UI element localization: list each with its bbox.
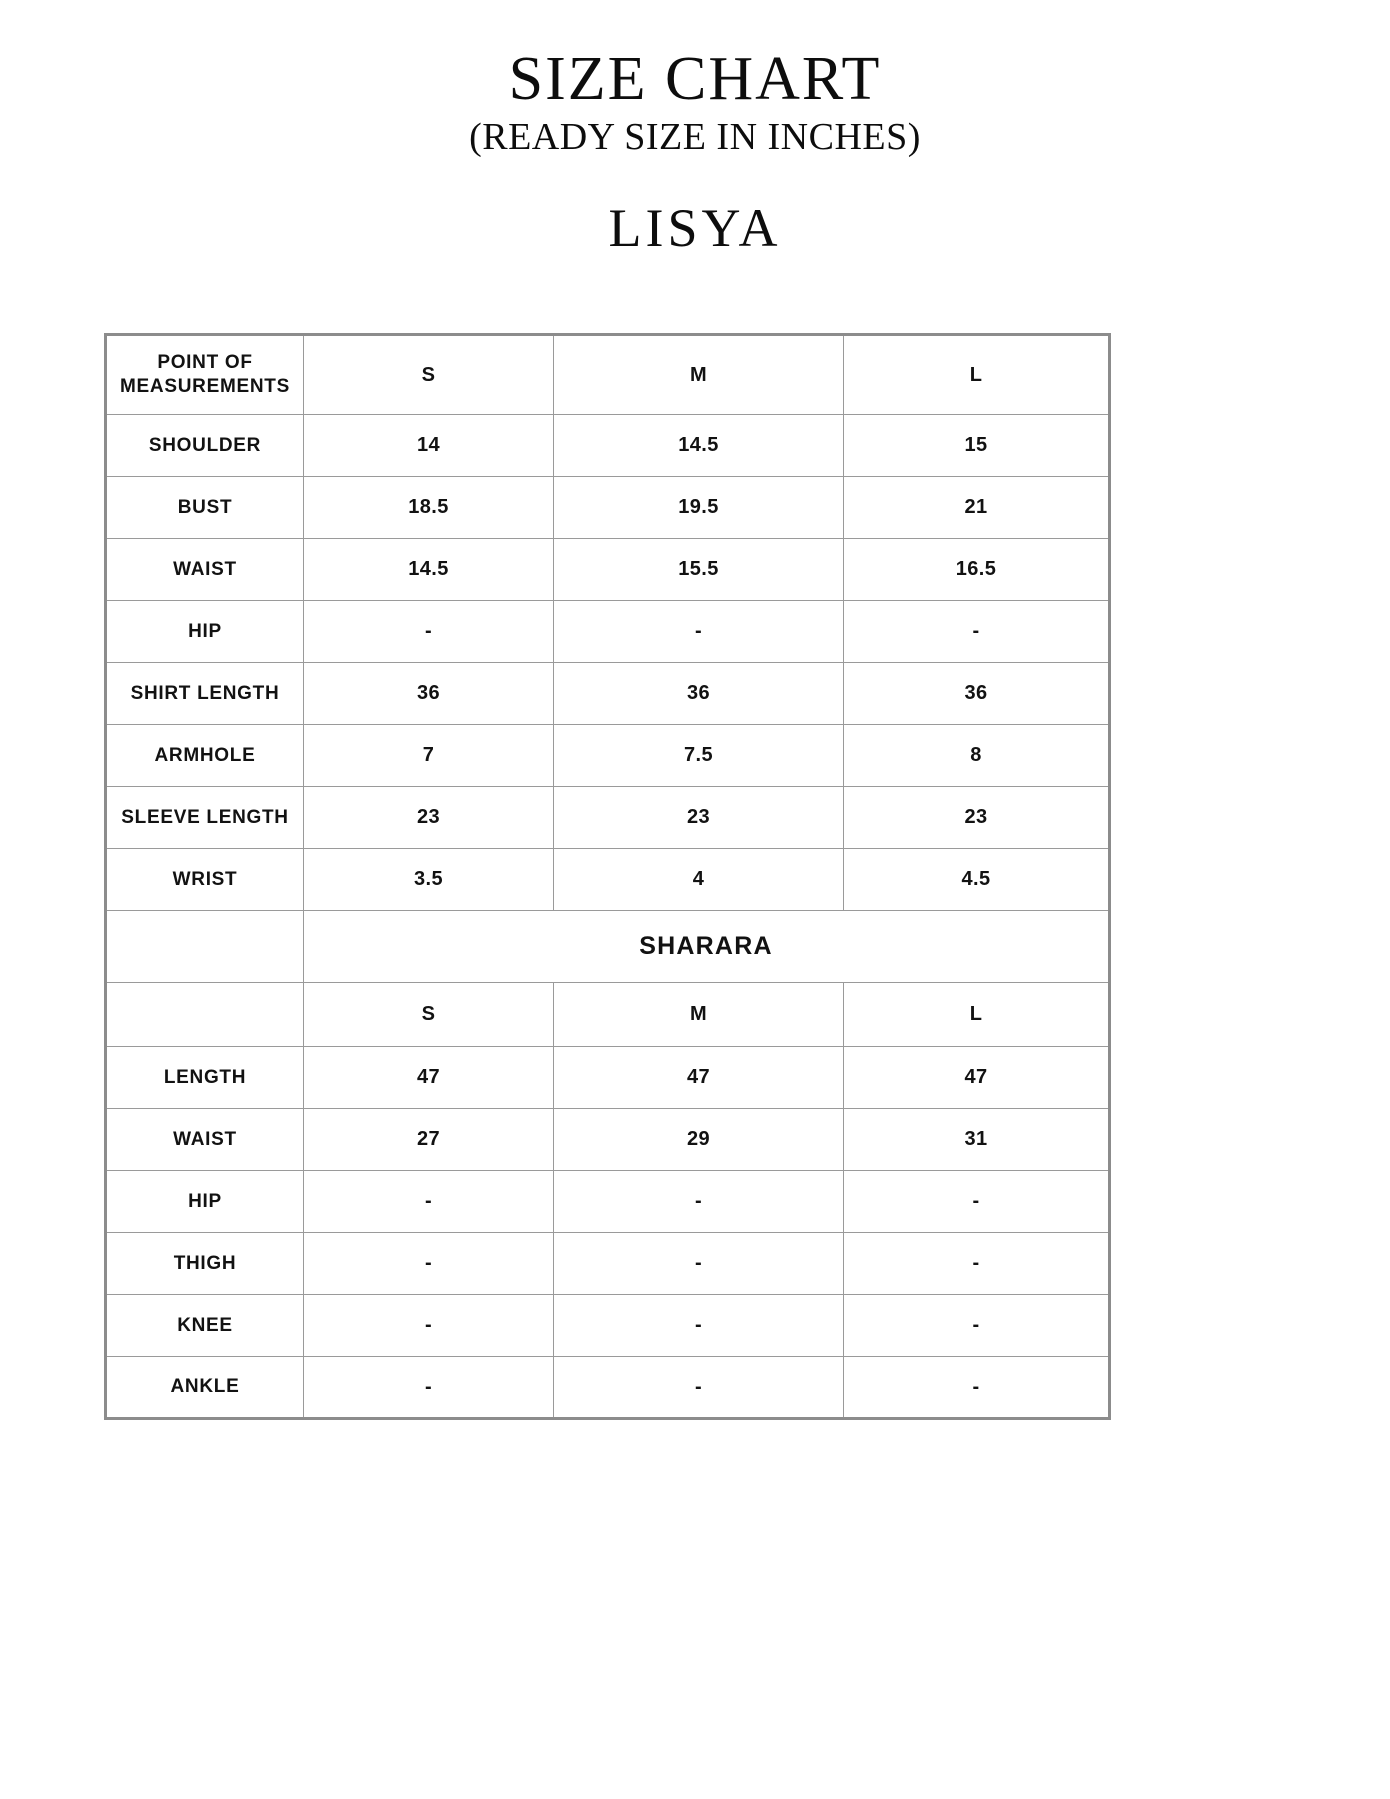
row-label: WRIST: [106, 849, 304, 911]
row-label: ANKLE: [106, 1357, 304, 1419]
table-row: [106, 539, 1110, 601]
cell-s: 14: [304, 415, 554, 477]
row-label: SHIRT LENGTH: [106, 663, 304, 725]
row-label: LENGTH: [106, 1047, 304, 1109]
cell-s: 18.5: [304, 477, 554, 539]
sizes-blank-cell: [106, 983, 304, 1047]
brand-name: LISYA: [608, 198, 782, 259]
table-row: [106, 849, 1110, 911]
table-row: [106, 1109, 1110, 1171]
table-row: [106, 1233, 1110, 1295]
row-label: WAIST: [106, 1109, 304, 1171]
row-label: KNEE: [106, 1295, 304, 1357]
row-label: HIP: [106, 601, 304, 663]
cell-l: 4.5: [844, 849, 1110, 911]
cell-s: 36: [304, 663, 554, 725]
row-label: THIGH: [106, 1233, 304, 1295]
cell-l: 8: [844, 725, 1110, 787]
cell-m: 7.5: [554, 725, 844, 787]
cell-m: 36: [554, 663, 844, 725]
cell-s: 14.5: [304, 539, 554, 601]
cell-l: 47: [844, 1047, 1110, 1109]
cell-s: 3.5: [304, 849, 554, 911]
table-row: [106, 1171, 1110, 1233]
title-block: [0, 0, 1390, 259]
cell-l: -: [844, 1295, 1110, 1357]
cell-l: 15: [844, 415, 1110, 477]
cell-m: 4: [554, 849, 844, 911]
row-label: ARMHOLE: [106, 725, 304, 787]
cell-m: 47: [554, 1047, 844, 1109]
cell-l: 23: [844, 787, 1110, 849]
size-chart-table: [104, 333, 1111, 1420]
header-size-m: M: [554, 335, 844, 415]
cell-l: 36: [844, 663, 1110, 725]
table-row: [106, 787, 1110, 849]
cell-l: 31: [844, 1109, 1110, 1171]
header-size-l: L: [844, 335, 1110, 415]
cell-m: -: [554, 1233, 844, 1295]
section-header-row: [106, 911, 1110, 983]
cell-l: -: [844, 601, 1110, 663]
cell-l: 16.5: [844, 539, 1110, 601]
cell-s: -: [304, 1171, 554, 1233]
section-sizes-row: [106, 983, 1110, 1047]
page-subtitle: (READY SIZE IN INCHES): [469, 116, 921, 159]
table-row: [106, 1047, 1110, 1109]
row-label: WAIST: [106, 539, 304, 601]
cell-s: 47: [304, 1047, 554, 1109]
table-row: [106, 725, 1110, 787]
cell-s: -: [304, 1233, 554, 1295]
table-header-row: [106, 335, 1110, 415]
page-title: SIZE CHART: [508, 45, 882, 113]
cell-m: -: [554, 1295, 844, 1357]
cell-m: 14.5: [554, 415, 844, 477]
cell-m: -: [554, 1171, 844, 1233]
cell-s: 7: [304, 725, 554, 787]
row-label: HIP: [106, 1171, 304, 1233]
table-row: [106, 1295, 1110, 1357]
sharara-header-size-s: S: [304, 983, 554, 1047]
cell-m: -: [554, 1357, 844, 1419]
cell-s: -: [304, 1295, 554, 1357]
table-row: [106, 663, 1110, 725]
size-chart-table-wrapper: [104, 333, 1108, 1420]
table-row: [106, 477, 1110, 539]
section-title-sharara: SHARARA: [304, 911, 1110, 983]
table-row: [106, 601, 1110, 663]
cell-s: 23: [304, 787, 554, 849]
cell-s: -: [304, 1357, 554, 1419]
table-row: [106, 415, 1110, 477]
cell-l: -: [844, 1171, 1110, 1233]
cell-l: -: [844, 1357, 1110, 1419]
cell-m: 19.5: [554, 477, 844, 539]
table-row: [106, 1357, 1110, 1419]
sharara-header-size-l: L: [844, 983, 1110, 1047]
row-label: SHOULDER: [106, 415, 304, 477]
cell-s: 27: [304, 1109, 554, 1171]
cell-m: 29: [554, 1109, 844, 1171]
cell-m: 15.5: [554, 539, 844, 601]
cell-l: 21: [844, 477, 1110, 539]
cell-m: -: [554, 601, 844, 663]
cell-s: -: [304, 601, 554, 663]
cell-l: -: [844, 1233, 1110, 1295]
header-size-s: S: [304, 335, 554, 415]
sharara-header-size-m: M: [554, 983, 844, 1047]
header-point-of-measurements: POINT OF MEASUREMENTS: [106, 335, 304, 415]
section-blank-cell: [106, 911, 304, 983]
row-label: BUST: [106, 477, 304, 539]
cell-m: 23: [554, 787, 844, 849]
row-label: SLEEVE LENGTH: [106, 787, 304, 849]
